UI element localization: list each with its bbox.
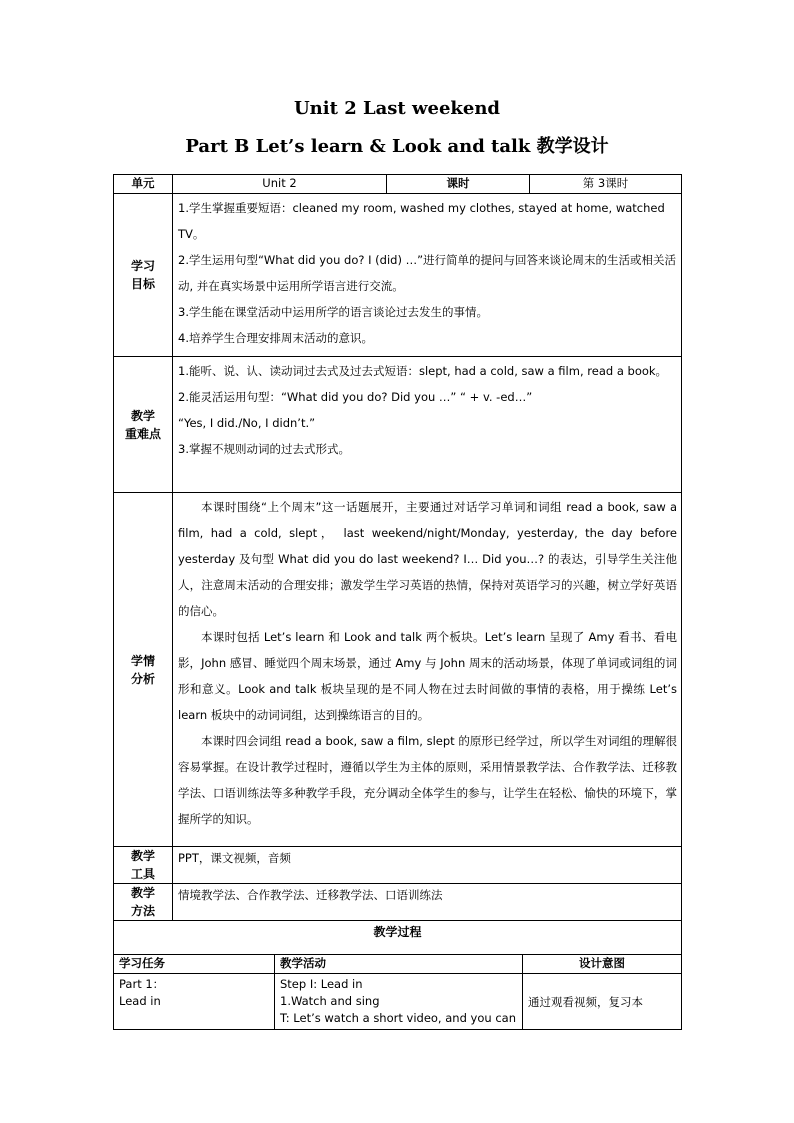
process-title-row — [114, 921, 682, 955]
analysis-paragraph: 本课时包括 Let’s learn 和 Look and talk 两个板块。Let’s learn 呈现了 Amy 看书、看电影，John 感冒、睡觉四个周末场景，通过 Amy 与 John 周末的活动场景，体现了单词或词组的词形和意义。Look and talk 板块呈现的是不同人物在过去时间做的事情的表格，用于操练 Let’s learn 板块中的动词词组，达到操练语言的目的。 — [178, 630, 677, 722]
analysis-row — [114, 493, 682, 847]
process-header-task: 学习任务 — [114, 955, 275, 974]
objective-item: 4.培养学生合理安排周末活动的意识。 — [178, 331, 373, 345]
process-table — [113, 954, 682, 1030]
objective-item: 3.学生能在课堂活动中运用所学的语言谈论过去发生的事情。 — [178, 305, 488, 319]
period-value: 第 3课时 — [530, 175, 682, 194]
analysis-label: 学情 分析 — [114, 493, 173, 847]
key-points-content — [173, 357, 682, 493]
methods-content: 情境教学法、合作教学法、迁移教学法、口语训练法 — [173, 884, 682, 921]
analysis-paragraph: 本课时四会词组 read a book, saw a film, slept 的原形已经学过，所以学生对词组的理解很容易掌握。在设计教学过程时，遵循以学生为主体的原则，采用情景教学法、合作教学法、迁移教学法、口语训练法等多种教学手段，充分调动全体学生的参与，让学生在轻松、愉快的环境下，掌握所学的知识。 — [178, 734, 677, 826]
document-title: Unit 2 Last weekend — [293, 98, 501, 119]
key-points-label: 教学 重难点 — [114, 357, 173, 493]
objectives-content — [173, 194, 682, 357]
objective-item: 2.学生运用句型“What did you do? I (did) …”进行简单的提问与回答来谈论周末的生活或相关活动, 并在真实场景中运用所学语言进行交流。 — [178, 253, 677, 293]
key-point-item: 2.能灵活运用句型：“What did you do? Did you …” “ + v. -ed…” — [178, 390, 533, 404]
tools-label: 教学 工具 — [114, 847, 173, 884]
key-point-item: “Yes, I did./No, I didn’t.” — [178, 416, 316, 430]
key-point-item: 1.能听、说、认、读动词过去式及过去式短语：slept, had a cold, saw a film, read a book。 — [178, 364, 668, 378]
process-row — [114, 974, 682, 1030]
process-header-row — [114, 955, 682, 974]
methods-row — [114, 884, 682, 921]
header-row — [114, 175, 682, 194]
lesson-plan-table — [113, 174, 682, 955]
unit-value: Unit 2 — [173, 175, 387, 194]
period-label: 课时 — [387, 175, 530, 194]
process-task-cell: Part 1： Lead in — [114, 974, 275, 1030]
process-header-intent: 设计意图 — [523, 955, 682, 974]
objectives-label: 学习 目标 — [114, 194, 173, 357]
document-subtitle: Part B Let’s learn & Look and talk 教学设计 — [185, 136, 609, 157]
process-intent-cell: 通过观看视频，复习本 — [523, 974, 682, 1030]
analysis-content — [173, 493, 682, 847]
tools-content: PPT，课文视频，音频 — [173, 847, 682, 884]
methods-label: 教学 方法 — [114, 884, 173, 921]
key-point-item: 3.掌握不规则动词的过去式形式。 — [178, 442, 350, 456]
unit-label: 单元 — [114, 175, 173, 194]
objective-item: 1.学生掌握重要短语：cleaned my room, washed my clothes, stayed at home, watched TV。 — [178, 201, 665, 241]
objectives-row — [114, 194, 682, 357]
process-activity-cell: Step I: Lead in 1.Watch and sing T: Let’s watch a short video, and you can — [275, 974, 523, 1030]
key-points-row — [114, 357, 682, 493]
process-title: 教学过程 — [114, 921, 682, 955]
tools-row — [114, 847, 682, 884]
analysis-paragraph: 本课时围绕“上个周末”这一话题展开，主要通过对话学习单词和词组 read a book, saw a film, had a cold, slept， last weekend/night/Monday, yesterday, the day before yesterday 及句型 What did you do last weekend? I… Did you…? 的表达，引导学生关注他人，注意周末活动的合理安排；激发学生学习英语的热情，保持对英语学习的兴趣，树立学好英语的信心。 — [178, 500, 677, 618]
process-header-activity: 教学活动 — [275, 955, 523, 974]
